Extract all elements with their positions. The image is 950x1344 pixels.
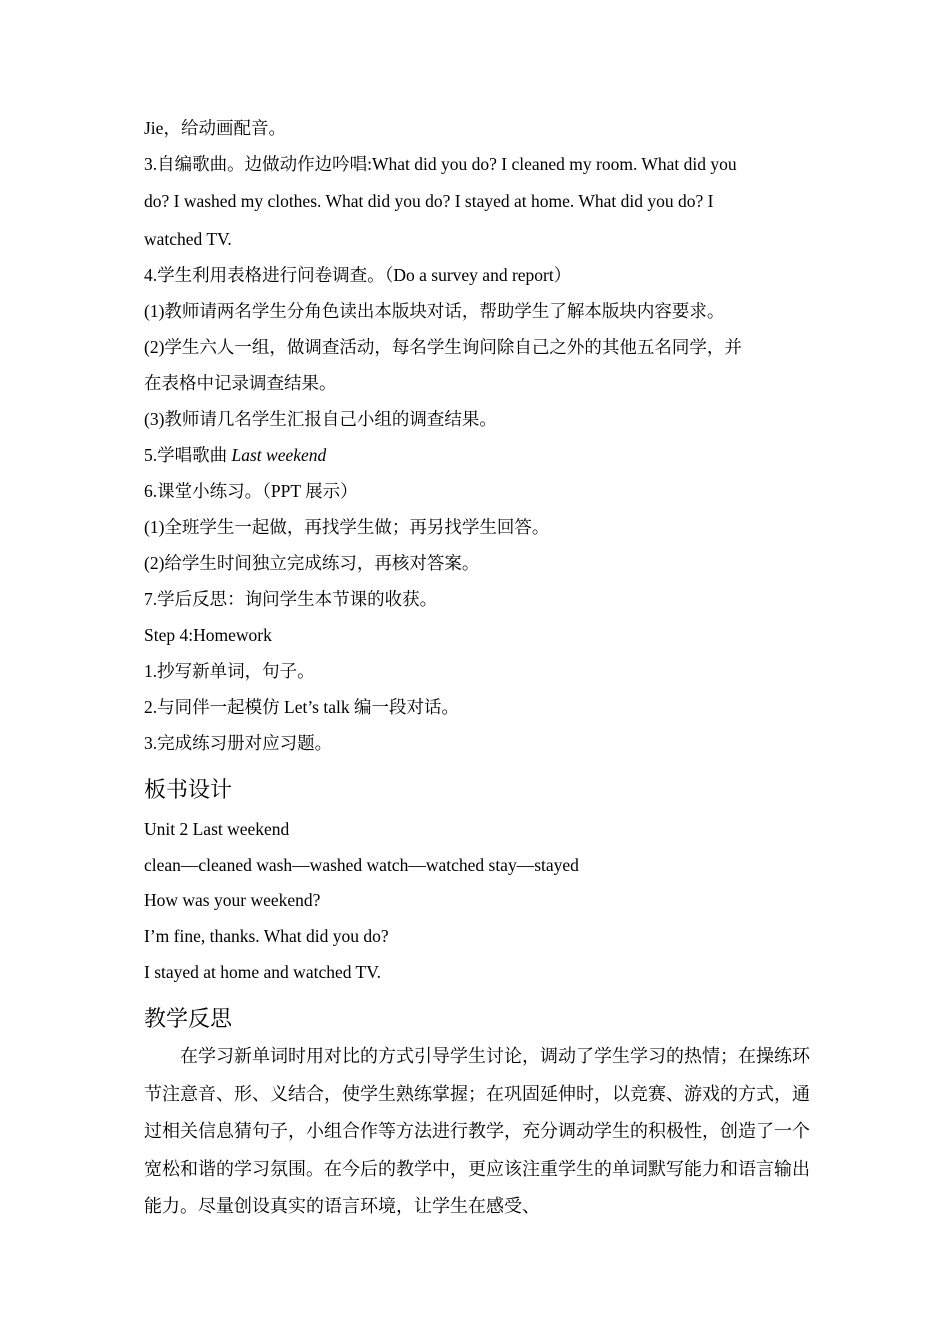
board-design-heading: 板书设计 (144, 778, 233, 803)
board-line: How was your weekend? (144, 890, 321, 910)
text-line: (2)给学生时间独立完成练习，再核对答案。 (144, 553, 480, 573)
board-line: clean—cleaned wash—washed watch—watched stay—stayed (144, 855, 579, 875)
text-line: (2)学生六人一组，做调查活动，每名学生询问除自己之外的其他五名同学，并 (144, 337, 742, 357)
text-line: 在表格中记录调查结果。 (144, 373, 337, 393)
teaching-reflection-heading: 教学反思 (144, 1007, 233, 1032)
text-line: (3)教师请几名学生汇报自己小组的调查结果。 (144, 409, 497, 429)
text-line: 7.学后反思：询问学生本节课的收获。 (144, 589, 438, 609)
text-line: 4.学生利用表格进行问卷调查。（Do a survey and report） (144, 265, 572, 285)
text-line: 1.抄写新单词，句子。 (144, 661, 315, 681)
board-line: Unit 2 Last weekend (144, 819, 290, 839)
song-line (144, 443, 326, 467)
text-line: (1)全班学生一起做，再找学生做；再另找学生回答。 (144, 517, 550, 537)
text-line: 2.与同伴一起模仿 Let’s talk 编一段对话。 (144, 697, 459, 717)
text-line: Jie，给动画配音。 (144, 118, 286, 138)
board-line: I stayed at home and watched TV. (144, 962, 381, 982)
reflection-paragraph: 在学习新单词时用对比的方式引导学生讨论，调动了学生学习的热情；在操练环节注意音、形、义结合，使学生熟练掌握；在巩固延伸时，以竞赛、游戏的方式，通过相关信息猜句子，小组合作等方法进行教学，充分调动学生的积极性，创造了一个宽松和谐的学习氛围。在今后的教学中，更应该注重学生的单词默写能力和语言输出能力。尽量创设真实的语言环境，让学生在感受、 (144, 1046, 810, 1216)
text-line: 3.完成练习册对应习题。 (144, 733, 333, 753)
text-line: watched TV. (144, 229, 232, 249)
board-line: I’m fine, thanks. What did you do? (144, 926, 389, 946)
text-line: (1)教师请两名学生分角色读出本版块对话，帮助学生了解本版块内容要求。 (144, 301, 725, 321)
text-line: do? I washed my clothes. What did you do? I stayed at home. What did you do? I (144, 191, 714, 211)
text-line: Step 4:Homework (144, 625, 272, 645)
song-prefix: 5.学唱歌曲 (144, 445, 232, 465)
text-line: 6.课堂小练习。（PPT 展示） (144, 481, 358, 501)
text-line: 3.自编歌曲。边做动作边吟唱:What did you do? I cleaned my room. What did you (144, 154, 737, 174)
song-title: Last weekend (231, 445, 327, 465)
